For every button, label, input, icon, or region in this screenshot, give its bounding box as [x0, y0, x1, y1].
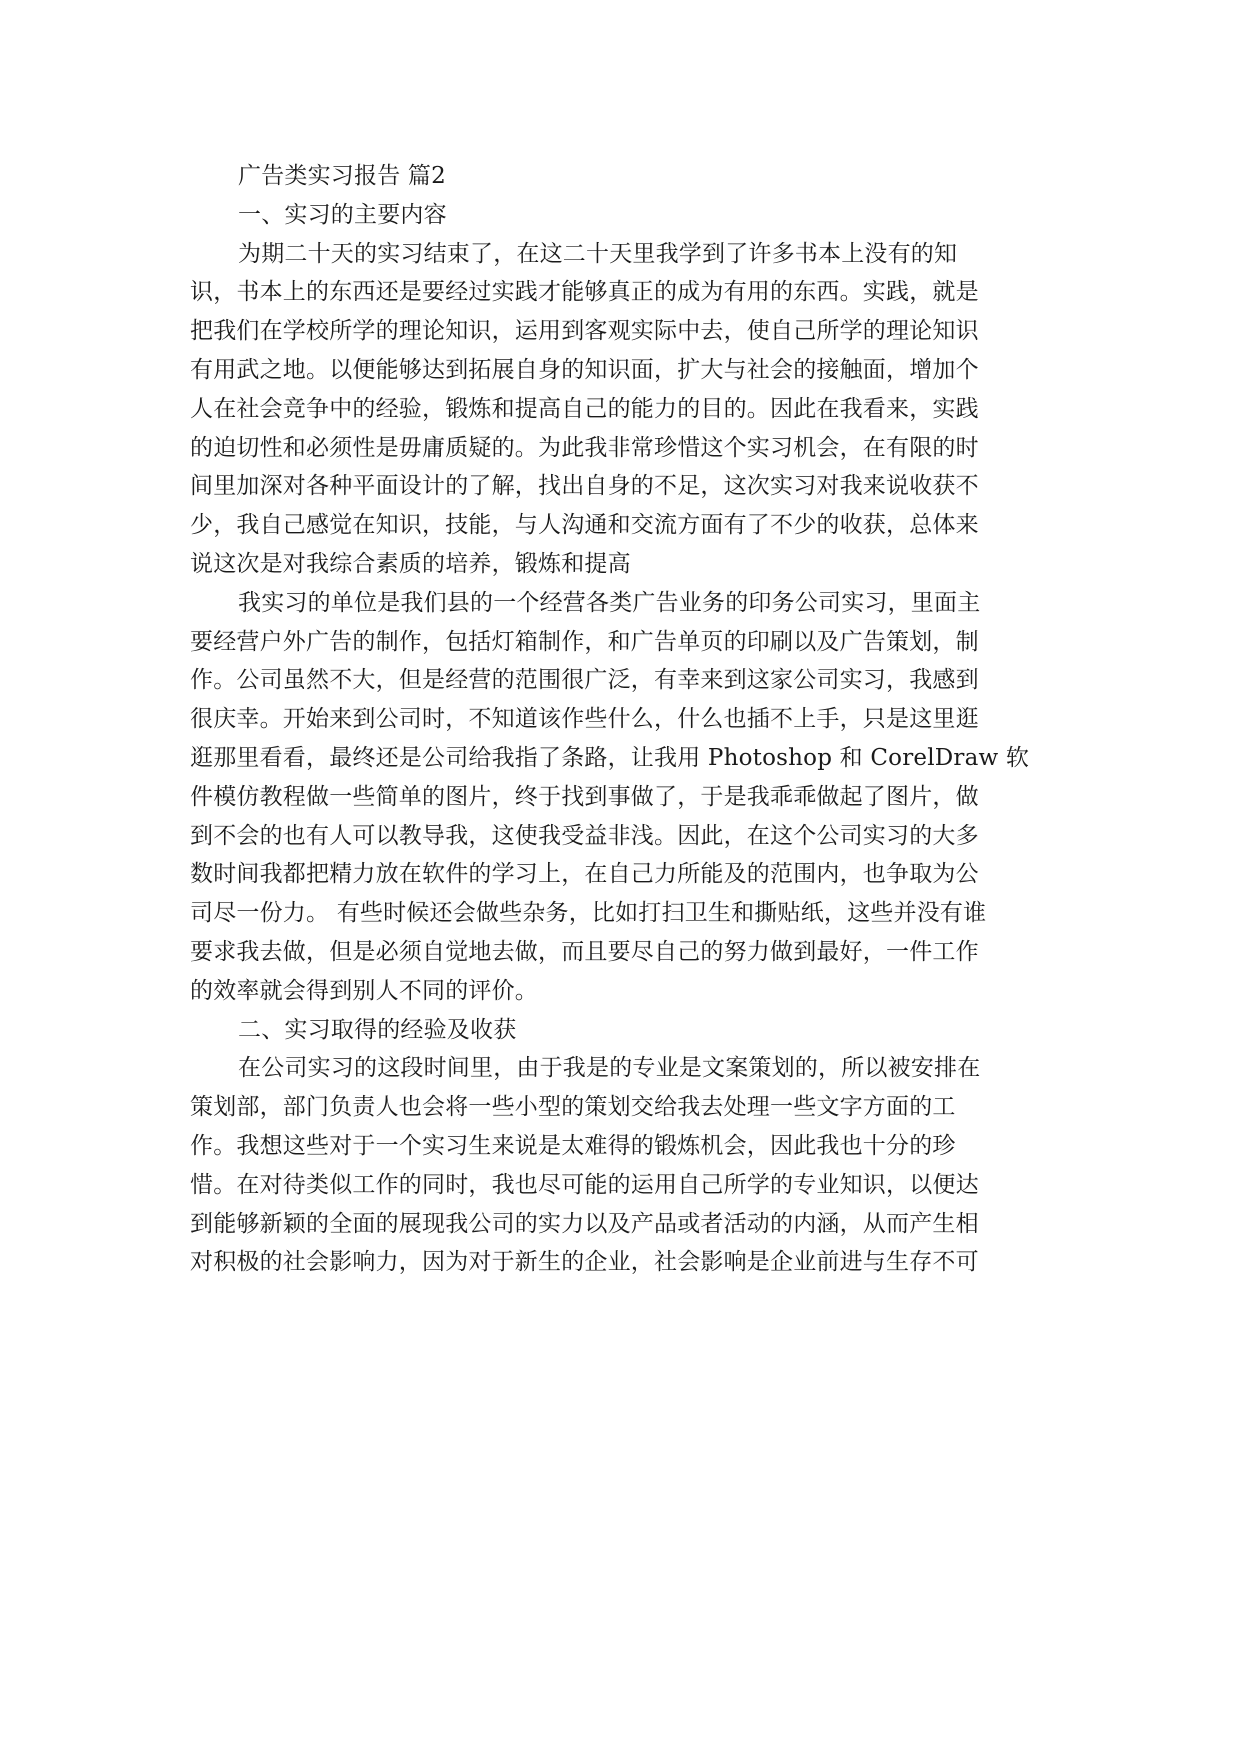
text-line: 人在社会竞争中的经验，锻炼和提高自己的能力的目的。因此在我看来，实践	[190, 395, 979, 422]
text-line: 件模仿教程做一些简单的图片，终于找到事做了，于是我乖乖做起了图片，做	[190, 783, 979, 810]
text-line: 为期二十天的实习结束了，在这二十天里我学到了许多书本上没有的知	[238, 240, 958, 267]
text-line: 少，我自己感觉在知识，技能，与人沟通和交流方面有了不少的收获，总体来	[190, 512, 979, 539]
text-line: 有用武之地。以便能够达到拓展自身的知识面，扩大与社会的接触面，增加个	[190, 356, 979, 383]
text-line: 逛那里看看，最终还是公司给我指了条路，让我用 Photoshop 和 CorelDraw 软	[190, 744, 1030, 771]
document-body	[190, 157, 1050, 1282]
text-line: 间里加深对各种平面设计的了解，找出自身的不足，这次实习对我来说收获不	[190, 473, 979, 500]
text-line: 二、实习取得的经验及收获	[238, 1016, 517, 1043]
text-line: 作。公司虽然不大，但是经营的范围很广泛，有幸来到这家公司实习，我感到	[190, 667, 979, 694]
text-line: 说这次是对我综合素质的培养，锻炼和提高	[190, 550, 631, 577]
text-line: 惜。在对待类似工作的同时，我也尽可能的运用自己所学的专业知识，以便达	[190, 1171, 979, 1198]
text-line: 到不会的也有人可以教导我，这使我受益非浅。因此，在这个公司实习的大多	[190, 822, 979, 849]
text-line: 一、实习的主要内容	[238, 201, 447, 228]
text-line: 要求我去做，但是必须自觉地去做，而且要尽自己的努力做到最好，一件工作	[190, 938, 979, 965]
text-line: 司尽一份力。 有些时候还会做些杂务，比如打扫卫生和撕贴纸，这些并没有谁	[190, 900, 987, 927]
paragraph-lines	[190, 196, 1050, 1282]
text-line: 作。我想这些对于一个实习生来说是太难得的锻炼机会，因此我也十分的珍	[190, 1132, 956, 1159]
text-line: 很庆幸。开始来到公司时，不知道该作些什么，什么也插不上手，只是这里逛	[190, 706, 979, 733]
text-line: 数时间我都把精力放在软件的学习上，在自己力所能及的范围内，也争取为公	[190, 861, 979, 888]
text-line: 到能够新颖的全面的展现我公司的实力以及产品或者活动的内涵，从而产生相	[190, 1210, 979, 1237]
text-line: 把我们在学校所学的理论知识，运用到客观实际中去，使自己所学的理论知识	[190, 318, 979, 345]
text-line: 的效率就会得到别人不同的评价。	[190, 977, 538, 1004]
text-line: 在公司实习的这段时间里，由于我是的专业是文案策划的，所以被安排在	[238, 1055, 981, 1082]
text-line: 我实习的单位是我们县的一个经营各类广告业务的印务公司实习，里面主	[238, 589, 981, 616]
text-line: 的迫切性和必须性是毋庸质疑的。为此我非常珍惜这个实习机会，在有限的时	[190, 434, 979, 461]
text-line: 对积极的社会影响力，因为对于新生的企业，社会影响是企业前进与生存不可	[190, 1249, 979, 1276]
text-line: 要经营户外广告的制作，包括灯箱制作，和广告单页的印刷以及广告策划，制	[190, 628, 979, 655]
text-line: 识，书本上的东西还是要经过实践才能够真正的成为有用的东西。实践，就是	[190, 279, 979, 306]
document-title: 广告类实习报告 篇2	[238, 163, 446, 189]
text-line: 策划部，部门负责人也会将一些小型的策划交给我去处理一些文字方面的工	[190, 1094, 956, 1121]
